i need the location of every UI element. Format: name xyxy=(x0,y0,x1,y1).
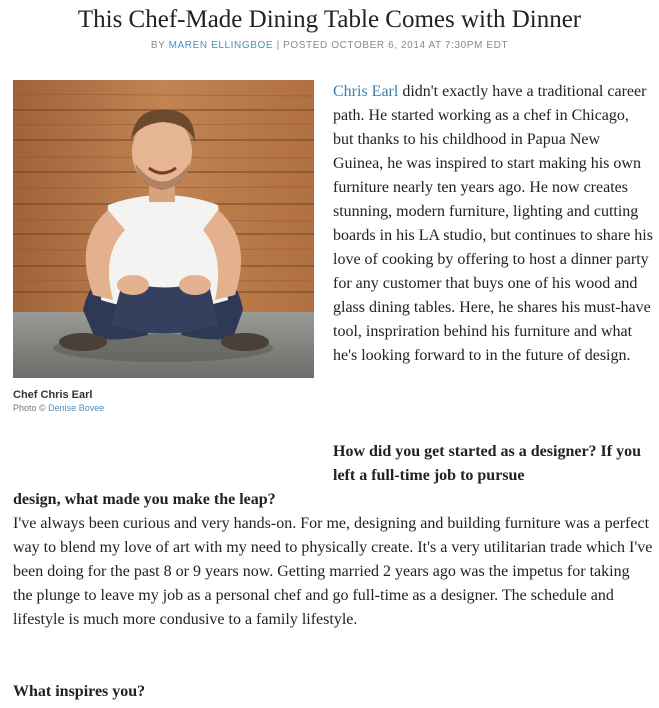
author-link[interactable]: MAREN ELLINGBOE xyxy=(168,40,274,51)
intro-paragraph xyxy=(333,80,653,368)
photo-credit xyxy=(13,402,104,415)
caption-name: Chef Chris Earl xyxy=(13,389,93,401)
photo-caption xyxy=(13,388,104,415)
chris-earl-link[interactable]: Chris Earl xyxy=(333,83,399,100)
question-1-part-2: design, what made you make the leap? xyxy=(13,491,276,508)
byline xyxy=(0,40,659,51)
article-title: This Chef-Made Dining Table Comes with Dinner xyxy=(77,6,582,33)
credit-prefix: Photo © xyxy=(13,403,46,413)
byline-by: BY xyxy=(150,40,166,51)
post-date: | POSTED OCTOBER 6, 2014 AT 7:30PM EDT xyxy=(276,40,509,51)
chef-photo xyxy=(13,80,314,378)
question-2: What inspires you? xyxy=(13,683,146,700)
photographer-link[interactable]: Denise Bovee xyxy=(48,403,105,413)
intro-text: didn't exactly have a traditional career path. He started working as a chef in Chicago, but thanks to his childhood in Papua New Guinea, he was inspired to start making his own furniture nearly ten years ago. He now creates stunning, modern furniture, lighting and cutting boards in his LA studio, but continues to share his love of cooking by offering to host a dinner party for any customer that buys one of his wood and glass dining tables. Here, he shares his must-have tool, inspriration behind his furniture and what he's looking forward to in the future of design. xyxy=(333,83,653,364)
answer-1: I've always been curious and very hands-on. For me, designing and building furniture was a perfect way to blend my love of art with my need to physically create. It's a very utilitarian trade which I've been doing for the past 8 or 9 years now. Getting married 2 years ago was the impetus for taking the plunge to leave my job as a personal chef and go full-time as a designer. The schedule and lifestyle is much more condusive to a family lifestyle. xyxy=(13,515,653,628)
chef-photo-illustration xyxy=(13,80,314,378)
question-1-part-1: How did you get started as a designer? If you left a full-time job to pursue xyxy=(333,443,642,484)
